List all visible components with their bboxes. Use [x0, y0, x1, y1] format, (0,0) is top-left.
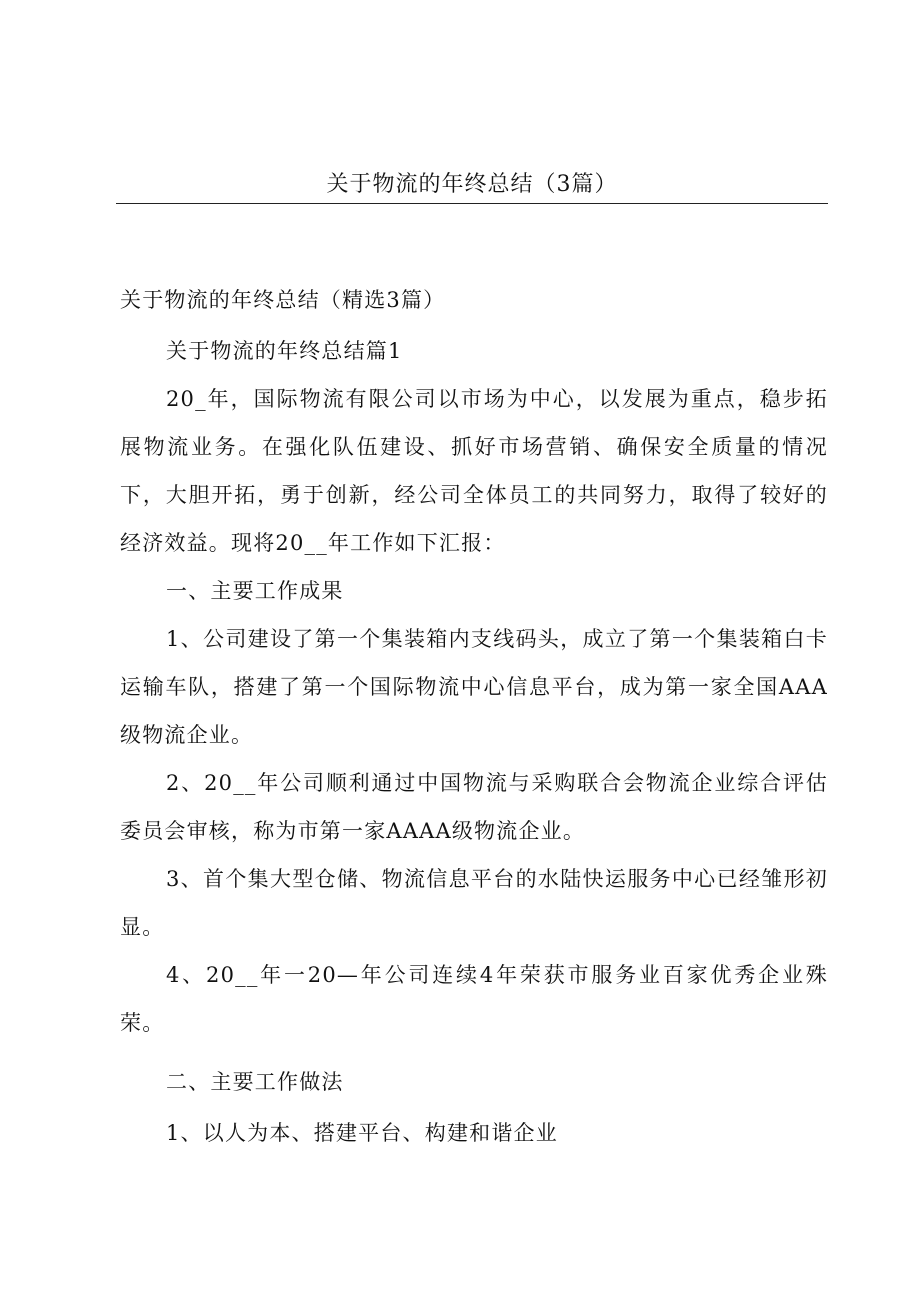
header-rule-divider: [116, 203, 828, 204]
page-header-title: 关于物流的年终总结（3篇）: [326, 172, 618, 197]
section-heading-methods: 二、主要工作做法: [166, 1070, 344, 1094]
method-item: 1、以人为本、搭建平台、构建和谐企业: [166, 1121, 558, 1145]
section-heading-achievements: 一、主要工作成果: [166, 579, 344, 603]
achievement-item: 2、20__年公司顺利通过中国物流与采购联合会物流企业综合评估委员会审核，称为市第一家AAAA级物流企业。: [120, 771, 828, 843]
article-title: 关于物流的年终总结篇1: [166, 339, 403, 363]
document-body: [120, 276, 828, 1157]
achievement-item: 4、20__年一20—年公司连续4年荣获市服务业百家优秀企业殊荣。: [120, 963, 828, 1035]
document-subtitle: 关于物流的年终总结（精选3篇）: [120, 288, 446, 312]
intro-paragraph: 20_年，国际物流有限公司以市场为中心，以发展为重点，稳步拓展物流业务。在强化队伍建设、抓好市场营销、确保安全质量的情况下，大胆开拓，勇于创新，经公司全体员工的共同努力，取得了较好的经济效益。现将20__年工作如下汇报：: [120, 387, 828, 555]
achievement-item: 1、公司建设了第一个集装箱内支线码头，成立了第一个集装箱白卡运输车队，搭建了第一个国际物流中心信息平台，成为第一家全国AAA级物流企业。: [120, 627, 828, 747]
achievement-item: 3、首个集大型仓储、物流信息平台的水陆快运服务中心已经雏形初显。: [120, 867, 828, 939]
